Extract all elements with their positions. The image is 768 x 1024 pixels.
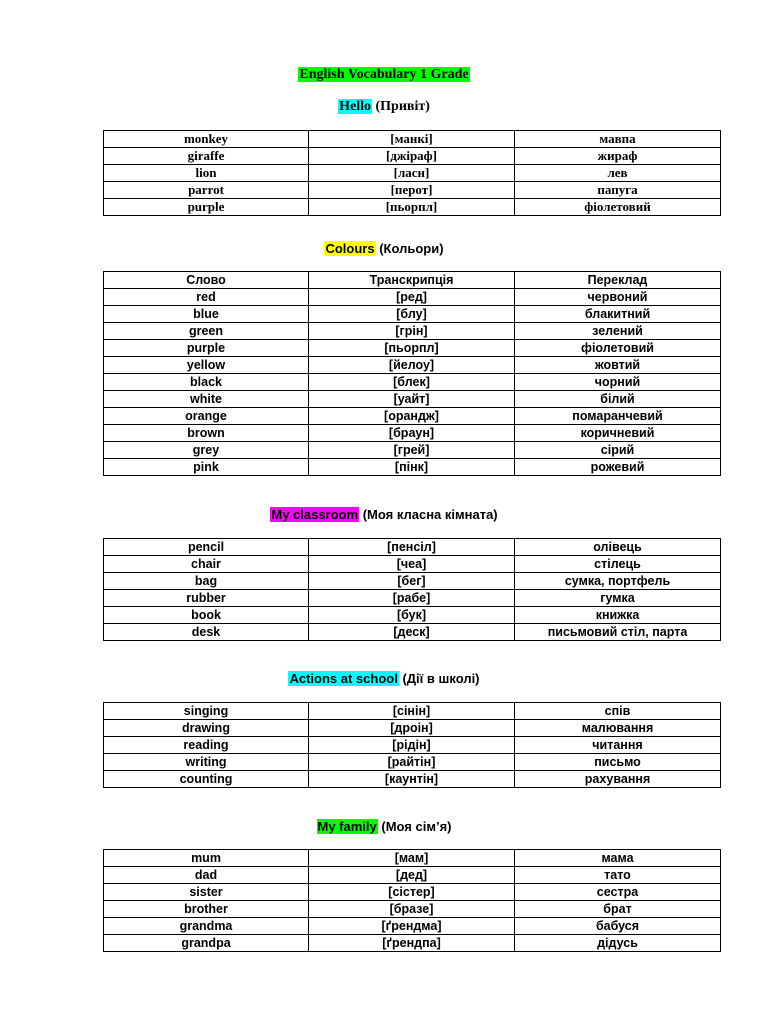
section-title-en: Actions at school [289, 671, 398, 686]
word-cell: giraffe [104, 148, 309, 165]
table-row [104, 850, 721, 867]
word-cell: white [104, 391, 309, 408]
word-cell: grandpa [104, 935, 309, 952]
transcription-cell: [грей] [309, 442, 515, 459]
transcription-cell: [манкі] [309, 131, 515, 148]
word-cell: pink [104, 459, 309, 476]
word-cell: Слово [104, 272, 309, 289]
translation-cell: сірий [515, 442, 721, 459]
transcription-cell: [пьорпл] [309, 340, 515, 357]
vocab-table-my-classroom [103, 538, 721, 641]
translation-cell: стілець [515, 556, 721, 573]
transcription-cell: [йелоу] [309, 357, 515, 374]
translation-cell: рахування [515, 771, 721, 788]
word-cell: mum [104, 850, 309, 867]
translation-cell: помаранчевий [515, 408, 721, 425]
transcription-cell: [ґрендма] [309, 918, 515, 935]
translation-cell: лев [515, 165, 721, 182]
section-title-actions-at-school [0, 671, 768, 686]
section-title-my-family [0, 819, 768, 834]
transcription-cell: [браун] [309, 425, 515, 442]
table-row [104, 323, 721, 340]
table-row [104, 901, 721, 918]
translation-cell: письмовий стіл, парта [515, 624, 721, 641]
translation-cell: чорний [515, 374, 721, 391]
word-cell: grey [104, 442, 309, 459]
translation-cell: олівець [515, 539, 721, 556]
transcription-cell: [чеа] [309, 556, 515, 573]
transcription-cell: [сінін] [309, 703, 515, 720]
transcription-cell: [перот] [309, 182, 515, 199]
word-cell: singing [104, 703, 309, 720]
translation-cell: мавпа [515, 131, 721, 148]
table-row [104, 459, 721, 476]
transcription-cell: [бег] [309, 573, 515, 590]
word-cell: green [104, 323, 309, 340]
translation-cell: фіолетовий [515, 199, 721, 216]
table-row [104, 340, 721, 357]
transcription-cell: [пінк] [309, 459, 515, 476]
transcription-cell: [ґрендпа] [309, 935, 515, 952]
translation-cell: блакитний [515, 306, 721, 323]
section-title-ua: (Дії в школі) [402, 671, 480, 686]
table-row [104, 374, 721, 391]
translation-cell: жираф [515, 148, 721, 165]
table-row [104, 306, 721, 323]
word-cell: grandma [104, 918, 309, 935]
translation-cell: фіолетовий [515, 340, 721, 357]
section-title-ua: (Привіт) [375, 99, 430, 114]
vocab-table-colours [103, 271, 721, 476]
transcription-cell: [ласн] [309, 165, 515, 182]
section-title-my-classroom [0, 507, 768, 522]
table-row [104, 131, 721, 148]
word-cell: counting [104, 771, 309, 788]
section-title-en: Colours [325, 241, 375, 256]
transcription-cell: [грін] [309, 323, 515, 340]
table-row [104, 556, 721, 573]
word-cell: reading [104, 737, 309, 754]
table-row [104, 199, 721, 216]
word-cell: purple [104, 340, 309, 357]
word-cell: monkey [104, 131, 309, 148]
table-row [104, 289, 721, 306]
translation-cell: читання [515, 737, 721, 754]
word-cell: writing [104, 754, 309, 771]
translation-cell: тато [515, 867, 721, 884]
translation-cell: гумка [515, 590, 721, 607]
transcription-cell: [пенсіл] [309, 539, 515, 556]
translation-cell: спів [515, 703, 721, 720]
section-title-ua: (Кольори) [379, 241, 444, 256]
section-title-colours [0, 241, 768, 256]
word-cell: black [104, 374, 309, 391]
word-cell: drawing [104, 720, 309, 737]
document-title-text: English Vocabulary 1 Grade [299, 67, 469, 82]
translation-cell: Переклад [515, 272, 721, 289]
table-row [104, 867, 721, 884]
section-title-en: My classroom [271, 507, 359, 522]
document-title [0, 67, 768, 83]
vocab-table-hello [103, 130, 721, 216]
word-cell: lion [104, 165, 309, 182]
section-title-en: My family [317, 819, 377, 834]
table-row [104, 771, 721, 788]
translation-cell: рожевий [515, 459, 721, 476]
table-row [104, 737, 721, 754]
word-cell: red [104, 289, 309, 306]
section-title-ua: (Моя сім’я) [381, 819, 452, 834]
translation-cell: білий [515, 391, 721, 408]
translation-cell: дідусь [515, 935, 721, 952]
section-title-hello [0, 99, 768, 115]
transcription-cell: [рідін] [309, 737, 515, 754]
word-cell: parrot [104, 182, 309, 199]
table-row [104, 703, 721, 720]
transcription-cell: [бразе] [309, 901, 515, 918]
word-cell: yellow [104, 357, 309, 374]
table-row [104, 148, 721, 165]
translation-cell: книжка [515, 607, 721, 624]
transcription-cell: [деск] [309, 624, 515, 641]
table-row [104, 935, 721, 952]
word-cell: orange [104, 408, 309, 425]
transcription-cell: [орандж] [309, 408, 515, 425]
transcription-cell: [блек] [309, 374, 515, 391]
table-row [104, 590, 721, 607]
transcription-cell: [мам] [309, 850, 515, 867]
transcription-cell: [каунтін] [309, 771, 515, 788]
table-row [104, 918, 721, 935]
table-row [104, 408, 721, 425]
translation-cell: брат [515, 901, 721, 918]
transcription-cell: [дед] [309, 867, 515, 884]
translation-cell: червоний [515, 289, 721, 306]
word-cell: rubber [104, 590, 309, 607]
word-cell: book [104, 607, 309, 624]
word-cell: desk [104, 624, 309, 641]
word-cell: blue [104, 306, 309, 323]
translation-cell: коричневий [515, 425, 721, 442]
table-row [104, 357, 721, 374]
transcription-cell: [уайт] [309, 391, 515, 408]
word-cell: sister [104, 884, 309, 901]
transcription-cell: Транскрипція [309, 272, 515, 289]
table-row [104, 425, 721, 442]
vocab-table-my-family [103, 849, 721, 952]
translation-cell: письмо [515, 754, 721, 771]
translation-cell: сестра [515, 884, 721, 901]
transcription-cell: [джіраф] [309, 148, 515, 165]
word-cell: dad [104, 867, 309, 884]
transcription-cell: [райтін] [309, 754, 515, 771]
table-row [104, 720, 721, 737]
transcription-cell: [блу] [309, 306, 515, 323]
table-row [104, 539, 721, 556]
table-row [104, 573, 721, 590]
table-row [104, 165, 721, 182]
word-cell: pencil [104, 539, 309, 556]
translation-cell: жовтий [515, 357, 721, 374]
translation-cell: сумка, портфель [515, 573, 721, 590]
word-cell: chair [104, 556, 309, 573]
transcription-cell: [сістер] [309, 884, 515, 901]
table-row [104, 607, 721, 624]
word-cell: brother [104, 901, 309, 918]
vocab-table-actions-at-school [103, 702, 721, 788]
transcription-cell: [пьорпл] [309, 199, 515, 216]
translation-cell: папуга [515, 182, 721, 199]
word-cell: brown [104, 425, 309, 442]
table-row [104, 272, 721, 289]
table-row [104, 391, 721, 408]
table-row [104, 624, 721, 641]
word-cell: purple [104, 199, 309, 216]
translation-cell: мама [515, 850, 721, 867]
table-row [104, 754, 721, 771]
word-cell: bag [104, 573, 309, 590]
table-row [104, 442, 721, 459]
table-row [104, 884, 721, 901]
transcription-cell: [рабе] [309, 590, 515, 607]
section-title-en: Hello [339, 99, 371, 114]
transcription-cell: [ред] [309, 289, 515, 306]
transcription-cell: [дроін] [309, 720, 515, 737]
section-title-ua: (Моя класна кімната) [362, 507, 498, 522]
translation-cell: бабуся [515, 918, 721, 935]
translation-cell: малювання [515, 720, 721, 737]
table-row [104, 182, 721, 199]
transcription-cell: [бук] [309, 607, 515, 624]
translation-cell: зелений [515, 323, 721, 340]
